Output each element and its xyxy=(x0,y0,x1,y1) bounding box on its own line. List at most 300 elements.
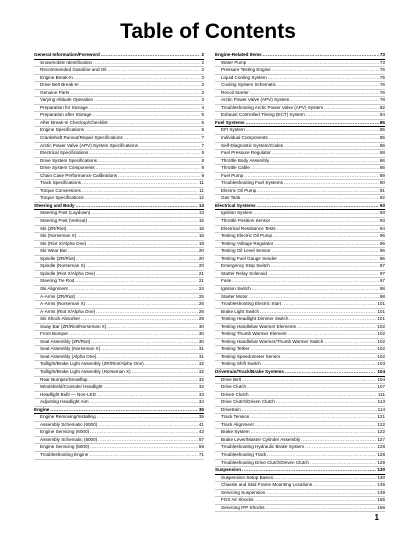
toc-entry-page: 127 xyxy=(377,436,385,442)
toc-entry-page: 103 xyxy=(377,361,385,367)
toc-entry-label: Troubleshooting Fuel Systems xyxy=(221,180,283,186)
toc-entry-page: 2 xyxy=(201,59,204,65)
toc-section-heading-label: Steering and Body xyxy=(34,202,75,208)
toc-entry-page: 84 xyxy=(379,112,385,118)
toc-entry[interactable] xyxy=(34,226,204,234)
dot-leader xyxy=(247,60,379,67)
toc-entry[interactable] xyxy=(215,490,385,498)
toc-entry[interactable] xyxy=(34,278,204,286)
toc-entry-page: 21 xyxy=(198,278,204,284)
toc-entry-label: Fuel Pump xyxy=(221,172,244,178)
toc-entry-page: 11 xyxy=(199,180,204,186)
dot-leader xyxy=(272,150,379,157)
toc-entry-label: Snowmobile Identification xyxy=(40,59,93,65)
dot-leader xyxy=(81,316,198,323)
toc-entry[interactable] xyxy=(34,97,204,105)
dot-leader xyxy=(101,52,201,59)
toc-entry[interactable] xyxy=(34,392,204,400)
dot-leader xyxy=(85,195,198,202)
toc-entry[interactable] xyxy=(34,294,204,302)
toc-entry[interactable] xyxy=(215,256,385,264)
dot-leader xyxy=(89,105,201,112)
toc-entry-label: Torque Specifications xyxy=(40,195,84,201)
toc-entry-label: A-Arms (Norseman X) xyxy=(40,301,86,307)
dot-leader xyxy=(271,263,379,270)
toc-entry-label: Testing Shift Switch xyxy=(221,361,261,367)
toc-section-heading[interactable] xyxy=(215,369,385,377)
toc-entry-page: 76 xyxy=(379,89,385,95)
toc-entry-page: 12 xyxy=(198,195,204,201)
toc-section-heading[interactable] xyxy=(215,52,385,60)
toc-entry-page: 3 xyxy=(201,97,204,103)
toc-entry[interactable] xyxy=(215,384,385,392)
dot-leader xyxy=(67,226,198,233)
toc-entry[interactable] xyxy=(215,399,385,407)
toc-section-heading-page: 13 xyxy=(198,202,204,208)
dot-leader xyxy=(94,97,200,104)
toc-section-heading-page: 73 xyxy=(379,52,385,57)
dot-leader xyxy=(306,112,379,119)
toc-entry-label: Preparation after Storage xyxy=(40,112,92,118)
dot-leader xyxy=(284,180,379,187)
toc-entry[interactable] xyxy=(215,233,385,241)
toc-entry-label: After Break-In Checkup/Checklist xyxy=(40,119,108,125)
toc-section-heading[interactable] xyxy=(215,120,385,128)
toc-entry-page: 30 xyxy=(198,338,204,344)
toc-entry-page: 75 xyxy=(379,67,385,73)
toc-entry-page: 111 xyxy=(378,391,385,397)
toc-entry[interactable] xyxy=(34,354,204,362)
page-title: Table of Contents xyxy=(120,20,296,43)
toc-entry-page: 73 xyxy=(379,59,385,65)
toc-entry-page: 28 xyxy=(198,308,204,314)
toc-section-heading-page: 2 xyxy=(201,52,204,57)
toc-entry-label: Assembly Schematic (8000) xyxy=(40,436,98,442)
toc-entry[interactable] xyxy=(215,150,385,158)
toc-entry[interactable] xyxy=(34,135,204,143)
toc-entry[interactable] xyxy=(215,392,385,400)
toc-entry-page: 96 xyxy=(379,240,385,246)
dot-leader xyxy=(271,218,379,225)
toc-entry[interactable] xyxy=(215,263,385,271)
toc-entry[interactable] xyxy=(34,286,204,294)
toc-section-heading[interactable] xyxy=(215,203,385,211)
toc-entry[interactable] xyxy=(34,127,204,135)
toc-entry[interactable] xyxy=(34,60,204,68)
toc-entry-page: 128 xyxy=(377,451,385,457)
toc-entry[interactable] xyxy=(215,218,385,226)
toc-entry-page: 96 xyxy=(379,233,385,239)
dot-leader xyxy=(93,60,200,67)
toc-entry[interactable] xyxy=(34,271,204,279)
toc-entry[interactable] xyxy=(215,135,385,143)
toc-entry[interactable] xyxy=(215,82,385,90)
toc-entry[interactable] xyxy=(215,210,385,218)
toc-entry-label: Drivetrain xyxy=(221,406,241,412)
toc-entry-page: 30 xyxy=(198,331,204,337)
toc-entry[interactable] xyxy=(215,75,385,83)
toc-entry[interactable] xyxy=(215,429,385,437)
toc-entry[interactable] xyxy=(215,505,385,513)
toc-section xyxy=(34,203,204,407)
toc-right-column xyxy=(215,52,385,512)
dot-leader xyxy=(93,112,201,119)
toc-entry-label: Gas Tank xyxy=(221,195,241,201)
toc-entry[interactable] xyxy=(215,407,385,415)
toc-entry[interactable] xyxy=(215,331,385,339)
toc-entry-page: 20 xyxy=(198,248,204,254)
toc-section xyxy=(215,52,385,120)
toc-entry[interactable] xyxy=(215,105,385,113)
toc-entry[interactable] xyxy=(34,384,204,392)
toc-entry[interactable] xyxy=(215,97,385,105)
toc-entry-label: Engine Specifications xyxy=(40,127,84,133)
toc-section-heading-label: Engine xyxy=(34,406,50,412)
toc-entry[interactable] xyxy=(215,143,385,151)
toc-entry-label: Drive System Specifications xyxy=(40,157,97,163)
toc-entry[interactable] xyxy=(215,444,385,452)
dot-leader xyxy=(96,309,198,316)
dot-leader xyxy=(80,82,201,89)
toc-entry-label: Servicing Suspension xyxy=(221,489,266,495)
dot-leader xyxy=(118,173,200,180)
toc-entry-label: Brake Lever/Master Cylinder Assembly xyxy=(221,436,301,442)
toc-entry-label: Assembly Schematic (6000) xyxy=(40,421,98,427)
toc-entry[interactable] xyxy=(215,422,385,430)
toc-section-heading-page: 104 xyxy=(377,368,385,374)
toc-entry[interactable] xyxy=(34,339,204,347)
toc-entry-label: Arctic Power Valve (APV) System xyxy=(221,97,290,103)
toc-section-heading[interactable] xyxy=(215,467,385,475)
toc-entry[interactable] xyxy=(215,316,385,324)
toc-entry-label: Steering Post (Laydown) xyxy=(40,210,91,216)
toc-entry-label: Sway Bar (ZR/Riot/Norseman X) xyxy=(40,323,107,329)
toc-section-heading[interactable] xyxy=(34,203,204,211)
toc-entry-label: Fuse xyxy=(221,278,232,284)
dot-leader xyxy=(282,301,376,308)
toc-section-heading-label: Drivetrain/Track/Brake Systems xyxy=(215,368,284,374)
toc-entry-label: Chain Case Performance Calibrations xyxy=(40,172,118,178)
toc-entry-label: Brake System xyxy=(221,429,250,435)
dot-leader xyxy=(50,407,198,414)
toc-entry[interactable] xyxy=(215,278,385,286)
dot-leader xyxy=(276,399,377,406)
dot-leader xyxy=(74,75,200,82)
toc-entry[interactable] xyxy=(215,301,385,309)
toc-entry[interactable] xyxy=(215,324,385,332)
toc-entry-page: 4 xyxy=(201,104,204,110)
toc-entry-label: Recommended Gasoline and Oil xyxy=(40,67,107,73)
toc-entry-label: Spindle (Norseman X) xyxy=(40,263,86,269)
toc-entry[interactable] xyxy=(34,263,204,271)
toc-entry[interactable] xyxy=(215,127,385,135)
toc-entry-label: Spindle (ZR/Riot) xyxy=(40,255,76,261)
toc-entry[interactable] xyxy=(34,218,204,226)
toc-entry[interactable] xyxy=(215,475,385,483)
dot-leader xyxy=(268,75,379,82)
toc-entry-page: 91 xyxy=(379,187,385,193)
toc-entry[interactable] xyxy=(34,233,204,241)
toc-entry[interactable] xyxy=(215,188,385,196)
toc-entry-label: A-Arms (ZR/Riot) xyxy=(40,293,76,299)
toc-entry[interactable] xyxy=(34,143,204,151)
toc-entry[interactable] xyxy=(215,165,385,173)
toc-entry[interactable] xyxy=(215,377,385,385)
toc-entry[interactable] xyxy=(215,90,385,98)
toc-entry-label: Fuel Pressure Regulator xyxy=(221,150,271,156)
dot-leader xyxy=(69,331,198,338)
toc-entry-page: 102 xyxy=(377,346,385,352)
toc-entry[interactable] xyxy=(215,248,385,256)
toc-entry[interactable] xyxy=(215,173,385,181)
toc-entry[interactable] xyxy=(34,399,204,407)
toc-entry-label: Seat Assembly (ZR/Riot) xyxy=(40,338,91,344)
toc-entry-label: Ski Shock Absorber xyxy=(40,316,81,322)
dot-leader xyxy=(89,150,200,157)
toc-entry[interactable] xyxy=(215,158,385,166)
toc-entry-page: 18 xyxy=(198,225,204,231)
toc-entry-label: Cooling System Schematic xyxy=(221,82,276,88)
toc-entry-label: Track Alignment xyxy=(221,421,254,427)
toc-entry[interactable] xyxy=(34,180,204,188)
dot-leader xyxy=(89,377,198,384)
toc-entry-page: 102 xyxy=(377,353,385,359)
toc-entry-label: Water Pump xyxy=(221,59,247,65)
toc-entry-page: 8 xyxy=(201,150,204,156)
toc-entry[interactable] xyxy=(34,90,204,98)
dot-leader xyxy=(90,444,198,451)
toc-entry-page: 97 xyxy=(379,270,385,276)
toc-entry[interactable] xyxy=(215,226,385,234)
toc-entry-label: Recoil Starter xyxy=(221,89,249,95)
toc-entry-page: 98 xyxy=(379,293,385,299)
toc-entry[interactable] xyxy=(34,112,204,120)
toc-entry-page: 43 xyxy=(198,429,204,435)
toc-entry-page: 96 xyxy=(379,248,385,254)
dot-leader xyxy=(89,452,198,459)
dot-leader xyxy=(124,135,201,142)
toc-entry[interactable] xyxy=(34,75,204,83)
toc-entry-page: 33 xyxy=(198,391,204,397)
dot-leader xyxy=(132,369,198,376)
toc-section xyxy=(215,120,385,203)
dot-leader xyxy=(266,490,376,497)
toc-entry-label: Troubleshooting Arctic Power Valve (APV) System xyxy=(221,104,324,110)
toc-entry-label: Ski (Riot X/Alpha One) xyxy=(40,240,87,246)
toc-entry-label: Testing Fuel Gauge Sender xyxy=(221,255,277,261)
dot-leader xyxy=(246,127,379,134)
toc-entry[interactable] xyxy=(34,158,204,166)
toc-entry-page: 93 xyxy=(379,218,385,224)
toc-entry[interactable] xyxy=(34,324,204,332)
dot-leader xyxy=(263,52,379,59)
dot-leader xyxy=(86,263,198,270)
toc-entry[interactable] xyxy=(215,452,385,460)
toc-entry[interactable] xyxy=(215,354,385,362)
toc-entry-label: Windshield/Console/ Headlight xyxy=(40,384,103,390)
toc-entry-page: 76 xyxy=(379,82,385,88)
toc-entry-page: 32 xyxy=(198,384,204,390)
toc-entry[interactable] xyxy=(34,67,204,75)
toc-entry[interactable] xyxy=(215,460,385,468)
toc-entry[interactable] xyxy=(215,241,385,249)
toc-entry[interactable] xyxy=(34,150,204,158)
toc-entry[interactable] xyxy=(34,429,204,437)
dot-leader xyxy=(262,361,376,368)
toc-entry[interactable] xyxy=(215,482,385,490)
toc-section-heading-page: 93 xyxy=(379,202,385,208)
toc-entry-page: 122 xyxy=(377,421,385,427)
toc-entry[interactable] xyxy=(34,361,204,369)
dot-leader xyxy=(269,135,379,142)
toc-entry-page: 19 xyxy=(198,240,204,246)
toc-entry-label: Starter Motor xyxy=(221,293,248,299)
toc-entry-page: 121 xyxy=(377,414,385,420)
toc-entry-page: 32 xyxy=(198,376,204,382)
toc-entry[interactable] xyxy=(34,188,204,196)
toc-entry-label: Troubleshooting Engine xyxy=(40,451,89,457)
toc-section-heading[interactable] xyxy=(34,407,204,415)
toc-entry-label: Steering Tie Rod xyxy=(40,278,75,284)
toc-entry[interactable] xyxy=(34,195,204,203)
dot-leader xyxy=(272,248,379,255)
toc-entry-page: 35 xyxy=(198,414,204,420)
dot-leader xyxy=(250,392,377,399)
toc-entry[interactable] xyxy=(34,256,204,264)
toc-entry-page: 114 xyxy=(377,406,385,412)
toc-entry-page: 32 xyxy=(198,368,204,374)
toc-entry[interactable] xyxy=(34,241,204,249)
toc-section-heading-label: Engine-Related Items xyxy=(215,52,262,57)
toc-entry-label: Brake Light Switch xyxy=(221,308,260,314)
toc-entry-page: 98 xyxy=(379,285,385,291)
toc-entry-page: 92 xyxy=(379,195,385,201)
dot-leader xyxy=(297,324,376,331)
toc-entry-page: 88 xyxy=(379,150,385,156)
toc-entry[interactable] xyxy=(215,180,385,188)
toc-entry-page: 86 xyxy=(379,142,385,148)
toc-entry[interactable] xyxy=(34,331,204,339)
dot-leader xyxy=(75,278,198,285)
toc-entry-page: 41 xyxy=(198,421,204,427)
toc-entry-label: Liquid Cooling System xyxy=(221,74,267,80)
dot-leader xyxy=(277,226,379,233)
toc-entry-label: FOX Air Shocks xyxy=(221,497,254,503)
dot-leader xyxy=(267,452,376,459)
toc-entry-label: Testing Thumb Warmer Element xyxy=(221,331,287,337)
toc-entry[interactable] xyxy=(34,82,204,90)
toc-entry[interactable] xyxy=(34,105,204,113)
toc-entry-label: Ski Wear Bar xyxy=(40,248,67,254)
toc-entry[interactable] xyxy=(34,301,204,309)
toc-entry[interactable] xyxy=(34,120,204,128)
dot-leader xyxy=(288,331,377,338)
toc-entry[interactable] xyxy=(34,369,204,377)
toc-entry-label: Ski Alignment xyxy=(40,285,68,291)
toc-entry-page: 107 xyxy=(377,384,385,390)
toc-entry-label: Throttle Cable xyxy=(221,165,250,171)
toc-entry[interactable] xyxy=(34,165,204,173)
toc-entry[interactable] xyxy=(215,361,385,369)
toc-entry[interactable] xyxy=(34,210,204,218)
dot-leader xyxy=(101,346,198,353)
dot-leader xyxy=(274,475,376,482)
toc-entry-label: Electrical Specifications xyxy=(40,150,89,156)
toc-entry[interactable] xyxy=(215,286,385,294)
dot-leader xyxy=(97,354,197,361)
toc-section-heading-label: Electrical Systems xyxy=(215,202,256,208)
toc-entry[interactable] xyxy=(215,112,385,120)
toc-entry[interactable] xyxy=(34,377,204,385)
dot-leader xyxy=(139,143,200,150)
toc-entry[interactable] xyxy=(215,60,385,68)
toc-entry-label: Genuine Parts xyxy=(40,89,70,95)
toc-section xyxy=(34,407,204,460)
dot-leader xyxy=(145,361,198,368)
toc-entry-page: 7 xyxy=(201,142,204,148)
toc-entry[interactable] xyxy=(34,316,204,324)
dot-leader xyxy=(96,165,201,172)
toc-entry-label: Engine Removing/Installing xyxy=(40,414,96,420)
dot-leader xyxy=(310,460,376,467)
dot-leader xyxy=(273,233,379,240)
dot-leader xyxy=(281,354,376,361)
toc-entry[interactable] xyxy=(215,309,385,317)
toc-entry-label: Preparation for Storage xyxy=(40,104,88,110)
toc-entry-label: Drive Clutch xyxy=(221,384,247,390)
toc-entry-label: Engine Servicing (6000) xyxy=(40,429,90,435)
toc-entry[interactable] xyxy=(34,414,204,422)
toc-entry-label: Drive Clutch/Driven Clutch xyxy=(221,399,275,405)
toc-entry[interactable] xyxy=(215,195,385,203)
toc-entry[interactable] xyxy=(34,444,204,452)
toc-entry[interactable] xyxy=(215,414,385,422)
toc-entry[interactable] xyxy=(215,497,385,505)
toc-entry[interactable] xyxy=(215,271,385,279)
toc-section xyxy=(215,467,385,512)
toc-entry[interactable] xyxy=(215,67,385,75)
toc-entry-label: Rear Bumper/Snowflap xyxy=(40,376,88,382)
toc-section xyxy=(215,369,385,467)
dot-leader xyxy=(88,218,198,225)
toc-entry[interactable] xyxy=(215,346,385,354)
toc-entry[interactable] xyxy=(34,346,204,354)
toc-entry-page: 34 xyxy=(198,399,204,405)
toc-entry-page: 31 xyxy=(198,346,204,352)
toc-entry[interactable] xyxy=(34,422,204,430)
toc-entry[interactable] xyxy=(34,173,204,181)
toc-entry[interactable] xyxy=(215,437,385,445)
toc-entry-label: Testing Handlebar Warmer Elements xyxy=(221,323,296,329)
dot-leader xyxy=(266,505,377,512)
toc-entry-page: 101 xyxy=(377,308,385,314)
toc-entry-page: 130 xyxy=(377,474,385,480)
toc-entry[interactable] xyxy=(34,248,204,256)
toc-entry[interactable] xyxy=(215,294,385,302)
toc-entry[interactable] xyxy=(34,437,204,445)
toc-entry[interactable] xyxy=(34,309,204,317)
toc-section-heading[interactable] xyxy=(34,52,204,60)
dot-leader xyxy=(90,429,198,436)
toc-entry-label: Seat Assembly (Alpha One) xyxy=(40,353,97,359)
dot-leader xyxy=(68,248,198,255)
dot-leader xyxy=(86,301,198,308)
toc-entry-label: Engine Servicing (8000) xyxy=(40,444,90,450)
toc-entry-page: 32 xyxy=(198,361,204,367)
toc-entry-page: 20 xyxy=(198,263,204,269)
toc-entry[interactable] xyxy=(34,452,204,460)
toc-entry[interactable] xyxy=(215,339,385,347)
